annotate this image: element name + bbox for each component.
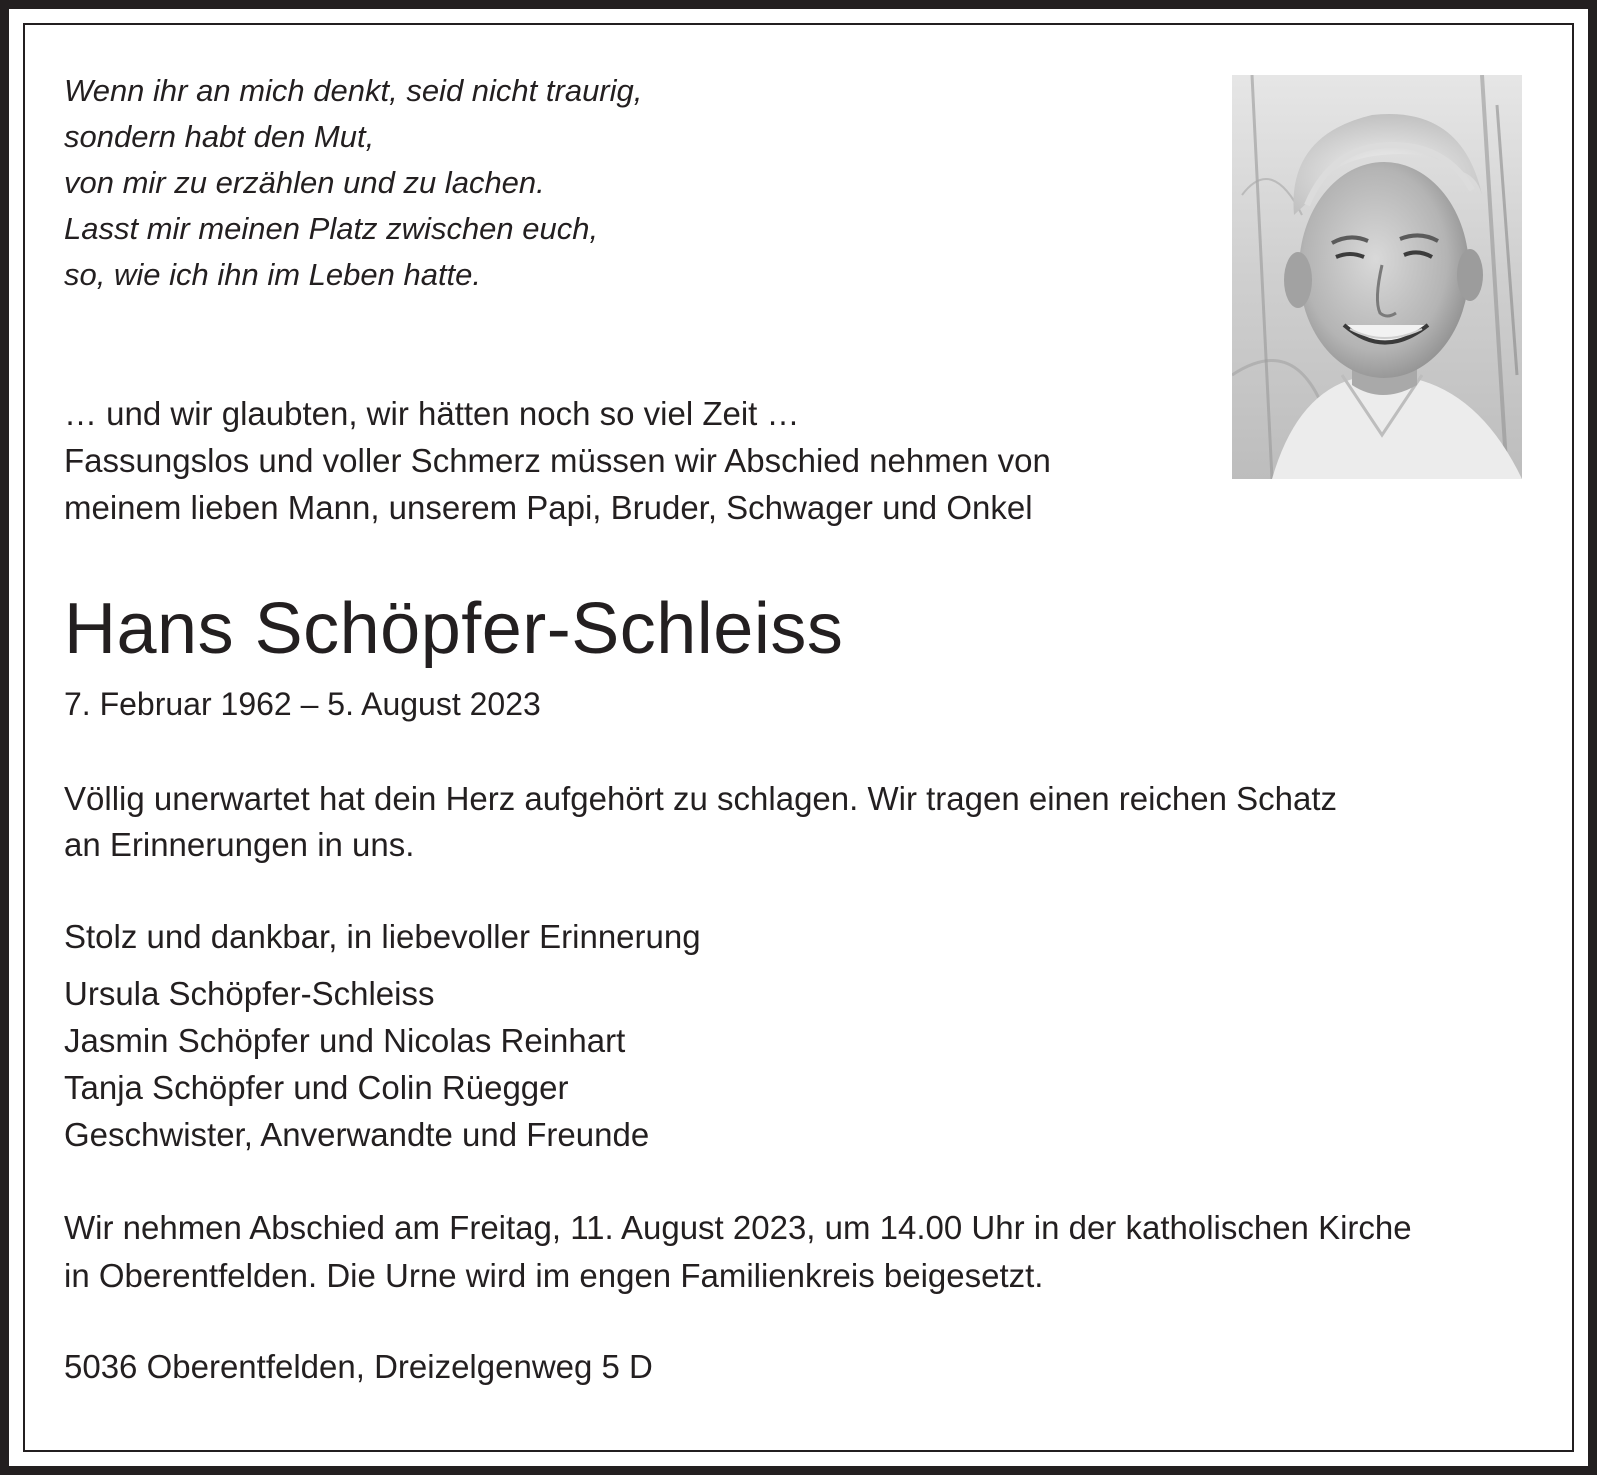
intro-text <box>64 390 1051 531</box>
deceased-name: Hans Schöpfer-Schleiss <box>64 589 844 669</box>
message-line: an Erinnerungen in uns. <box>64 826 415 863</box>
service-details <box>64 1204 1412 1300</box>
life-dates: 7. Februar 1962 – 5. August 2023 <box>64 686 541 722</box>
mourner-item: Tanja Schöpfer und Colin Rüegger <box>64 1069 569 1106</box>
service-line: in Oberentfelden. Die Urne wird im engen Familienkreis beigesetzt. <box>64 1257 1044 1294</box>
portrait-photo <box>1232 75 1522 479</box>
portrait-illustration <box>1232 75 1522 479</box>
poem-line: Wenn ihr an mich denkt, seid nicht traurig, <box>64 73 643 108</box>
message-text <box>64 776 1337 868</box>
mourner-item: Ursula Schöpfer-Schleiss <box>64 975 435 1012</box>
message-line: Völlig unerwartet hat dein Herz aufgehört zu schlagen. Wir tragen einen reichen Schatz <box>64 780 1338 817</box>
address: 5036 Oberentfelden, Dreizelgenweg 5 D <box>64 1348 653 1385</box>
poem-line: so, wie ich ihn im Leben hatte. <box>64 257 482 292</box>
intro-line: Fassungslos und voller Schmerz müssen wir Abschied nehmen von <box>64 442 1051 479</box>
mourner-item: Geschwister, Anverwandte und Freunde <box>64 1116 650 1153</box>
poem-line: Lasst mir meinen Platz zwischen euch, <box>64 211 599 246</box>
poem-line: sondern habt den Mut, <box>64 119 375 154</box>
intro-line: meinem lieben Mann, unserem Papi, Bruder, Schwager und Onkel <box>64 489 1033 526</box>
mourner-item: Jasmin Schöpfer und Nicolas Reinhart <box>64 1022 626 1059</box>
poem <box>64 68 642 298</box>
service-line: Wir nehmen Abschied am Freitag, 11. August 2023, um 14.00 Uhr in der katholischen Kirche <box>64 1209 1412 1246</box>
intro-line: … und wir glaubten, wir hätten noch so viel Zeit … <box>64 395 800 432</box>
closing-line: Stolz und dankbar, in liebevoller Erinnerung <box>64 918 701 955</box>
mourners-list <box>64 970 649 1158</box>
poem-line: von mir zu erzählen und zu lachen. <box>64 165 545 200</box>
